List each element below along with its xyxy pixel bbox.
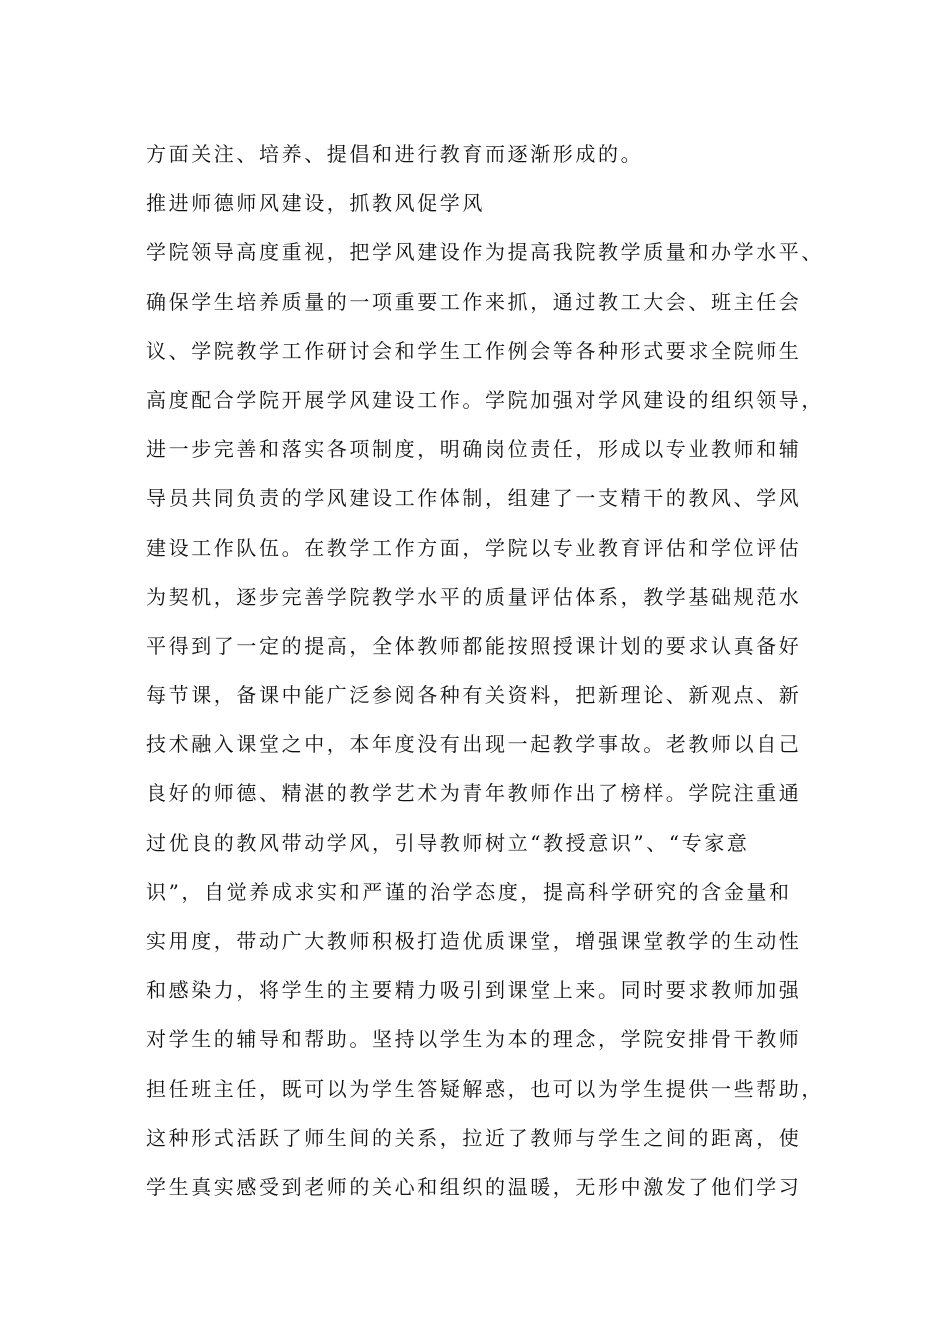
text-line: 建设工作队伍。在教学工作方面，学院以专业教育评估和学位评估 [146, 535, 802, 560]
text-line: 确保学生培养质量的一项重要工作来抓，通过教工大会、班主任会 [146, 289, 802, 314]
text-line: 担任班主任，既可以为学生答疑解惑，也可以为学生提供一些帮助， [146, 1076, 824, 1101]
text-line: 导员共同负责的学风建设工作体制，组建了一支精干的教风、学风 [146, 486, 802, 511]
text-line: 技术融入课堂之中，本年度没有出现一起教学事故。老教师以自己 [146, 732, 802, 757]
text-line: 和感染力，将学生的主要精力吸引到课堂上来。同时要求教师加强 [146, 978, 802, 1003]
text-line: 对学生的辅导和帮助。坚持以学生为本的理念，学院安排骨干教师 [146, 1027, 802, 1052]
text-line: 这种形式活跃了师生间的关系，拉近了教师与学生之间的距离，使 [146, 1125, 802, 1150]
text-line: 实用度，带动广大教师积极打造优质课堂，增强课堂教学的生动性 [146, 929, 802, 953]
text-line: 平得到了一定的提高，全体教师都能按照授课计划的要求认真备好 [146, 633, 802, 658]
text-line: 良好的师德、精湛的教学艺术为青年教师作出了榜样。学院注重通 [146, 781, 802, 806]
text-line: 识”，自觉养成求实和严谨的治学态度，提高科学研究的含金量和 [146, 879, 792, 904]
text-line: 每节课，备课中能广泛参阅各种有关资料，把新理论、新观点、新 [146, 683, 802, 708]
text-line: 高度配合学院开展学风建设工作。学院加强对学风建设的组织领导， [146, 387, 824, 412]
text-line: 方面关注、培养、提倡和进行教育而逐渐形成的。 [146, 142, 644, 166]
body-text [146, 130, 836, 1212]
section-heading: 推进师德师风建设，抓教风促学风 [146, 191, 485, 216]
text-line: 过优良的教风带动学风，引导教师树立“教授意识”、“专家意 [146, 830, 750, 855]
text-line: 学生真实感受到老师的关心和组织的温暖，无形中激发了他们学习 [146, 1174, 802, 1199]
text-line: 议、学院教学工作研讨会和学生工作例会等各种形式要求全院师生 [146, 338, 802, 363]
text-line: 进一步完善和落实各项制度，明确岗位责任，形成以专业教师和辅 [146, 437, 802, 462]
text-line: 为契机，逐步完善学院教学水平的质量评估体系，教学基础规范水 [146, 584, 802, 609]
text-line: 学院领导高度重视，把学风建设作为提高我院教学质量和办学水平、 [146, 240, 824, 265]
